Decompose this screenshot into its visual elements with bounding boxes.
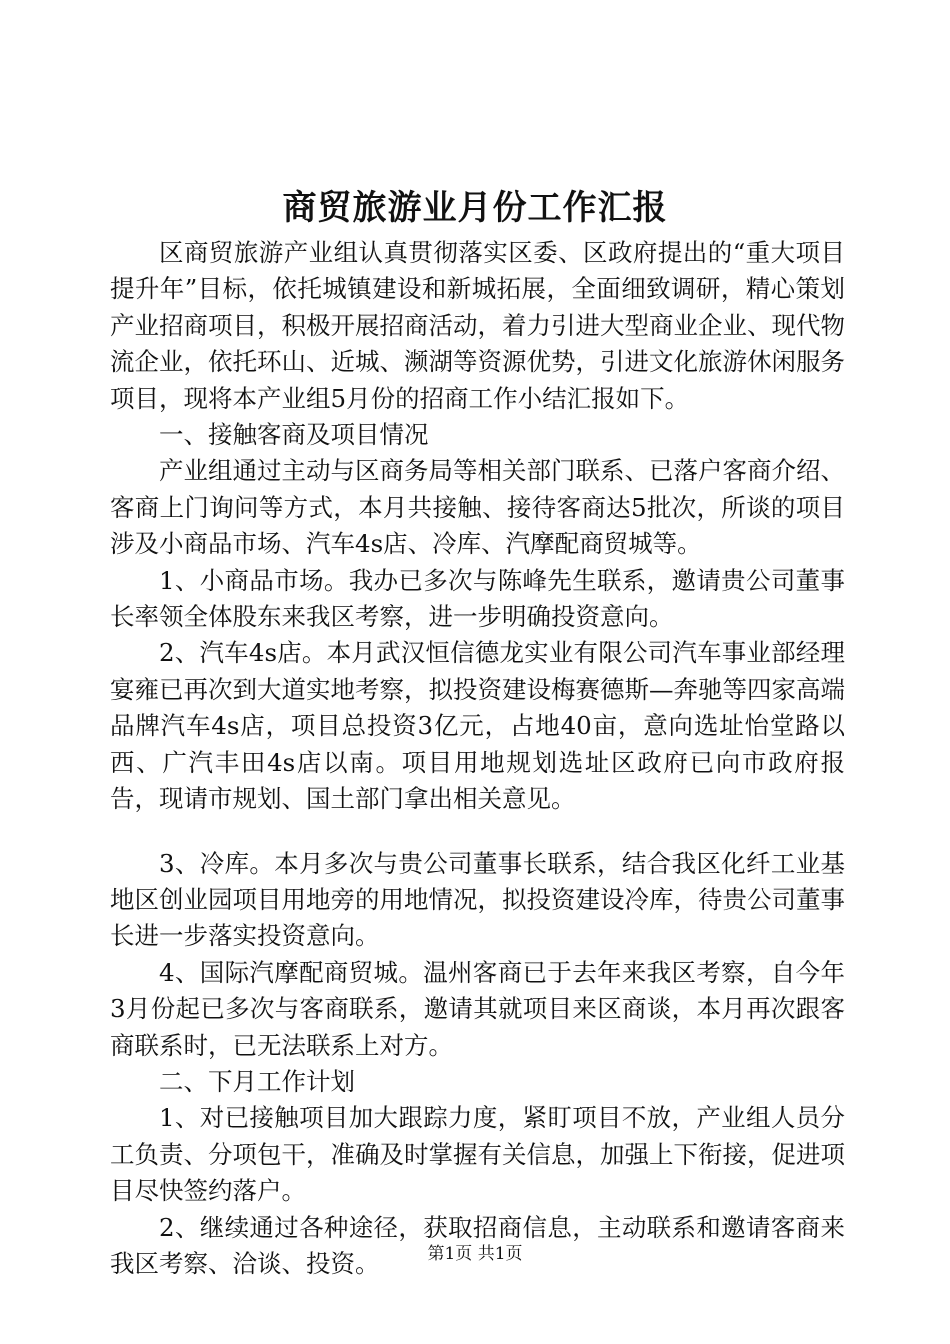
plan-item-2: 2、继续通过各种途径，获取招商信息，主动联系和邀请客商来我区考察、洽谈、投资。 <box>110 1212 845 1278</box>
section-heading-1: 一、接触客商及项目情况 <box>159 420 429 450</box>
document-title: 商贸旅游业月份工作汇报 <box>282 188 668 228</box>
page-footer: 第1页 共1页 <box>427 1244 523 1264</box>
paragraph-item-2: 2、汽车4s店。本月武汉恒信德龙实业有限公司汽车事业部经理宴雍已再次到大道实地考察，拟投资建设梅赛德斯—奔驰等四家高端品牌汽车4s店，项目总投资3亿元，占地40亩，意向选址怡堂路以西、广汽丰田4s店以南。项目用地规划选址区政府已向市政府报告，现请市规划、国土部门拿出相关意见。 <box>110 638 845 814</box>
document-body <box>110 235 845 1282</box>
paragraph-intro: 区商贸旅游产业组认真贯彻落实区委、区政府提出的“重大项目提升年”目标，依托城镇建设和新城拓展，全面细致调研，精心策划产业招商项目，积极开展招商活动，着力引进大型商业企业、现代物流企业，依托环山、近城、濒湖等资源优势，引进文化旅游休闲服务项目，现将本产业组5月份的招商工作小结汇报如下。 <box>110 238 845 413</box>
paragraph-item-3: 3、冷库。本月多次与贵公司董事长联系，结合我区化纤工业基地区创业园项目用地旁的用地情况，拟投资建设冷库，待贵公司董事长进一步落实投资意向。 <box>110 848 845 951</box>
paragraph-item-4: 4、国际汽摩配商贸城。温州客商已于去年来我区考察，自今年3月份起已多次与客商联系，邀请其就项目来区商谈，本月再次跟客商联系时，已无法联系上对方。 <box>110 957 845 1060</box>
section-heading-2: 二、下月工作计划 <box>159 1066 355 1096</box>
paragraph-item-1: 1、小商品市场。我办已多次与陈峰先生联系，邀请贵公司董事长率领全体股东来我区考察，进一步明确投资意向。 <box>110 565 845 632</box>
plan-item-1: 1、对已接触项目加大跟踪力度，紧盯项目不放，产业组人员分工负责、分项包干，准确及时掌握有关信息，加强上下衔接，促进项目尽快签约落户。 <box>110 1103 845 1206</box>
paragraph-overview: 产业组通过主动与区商务局等相关部门联系、已落户客商介绍、客商上门询问等方式，本月共接触、接待客商达5批次，所谈的项目涉及小商品市场、汽车4s店、冷库、汽摩配商贸城等。 <box>110 456 845 559</box>
paragraph-gap <box>110 818 845 846</box>
